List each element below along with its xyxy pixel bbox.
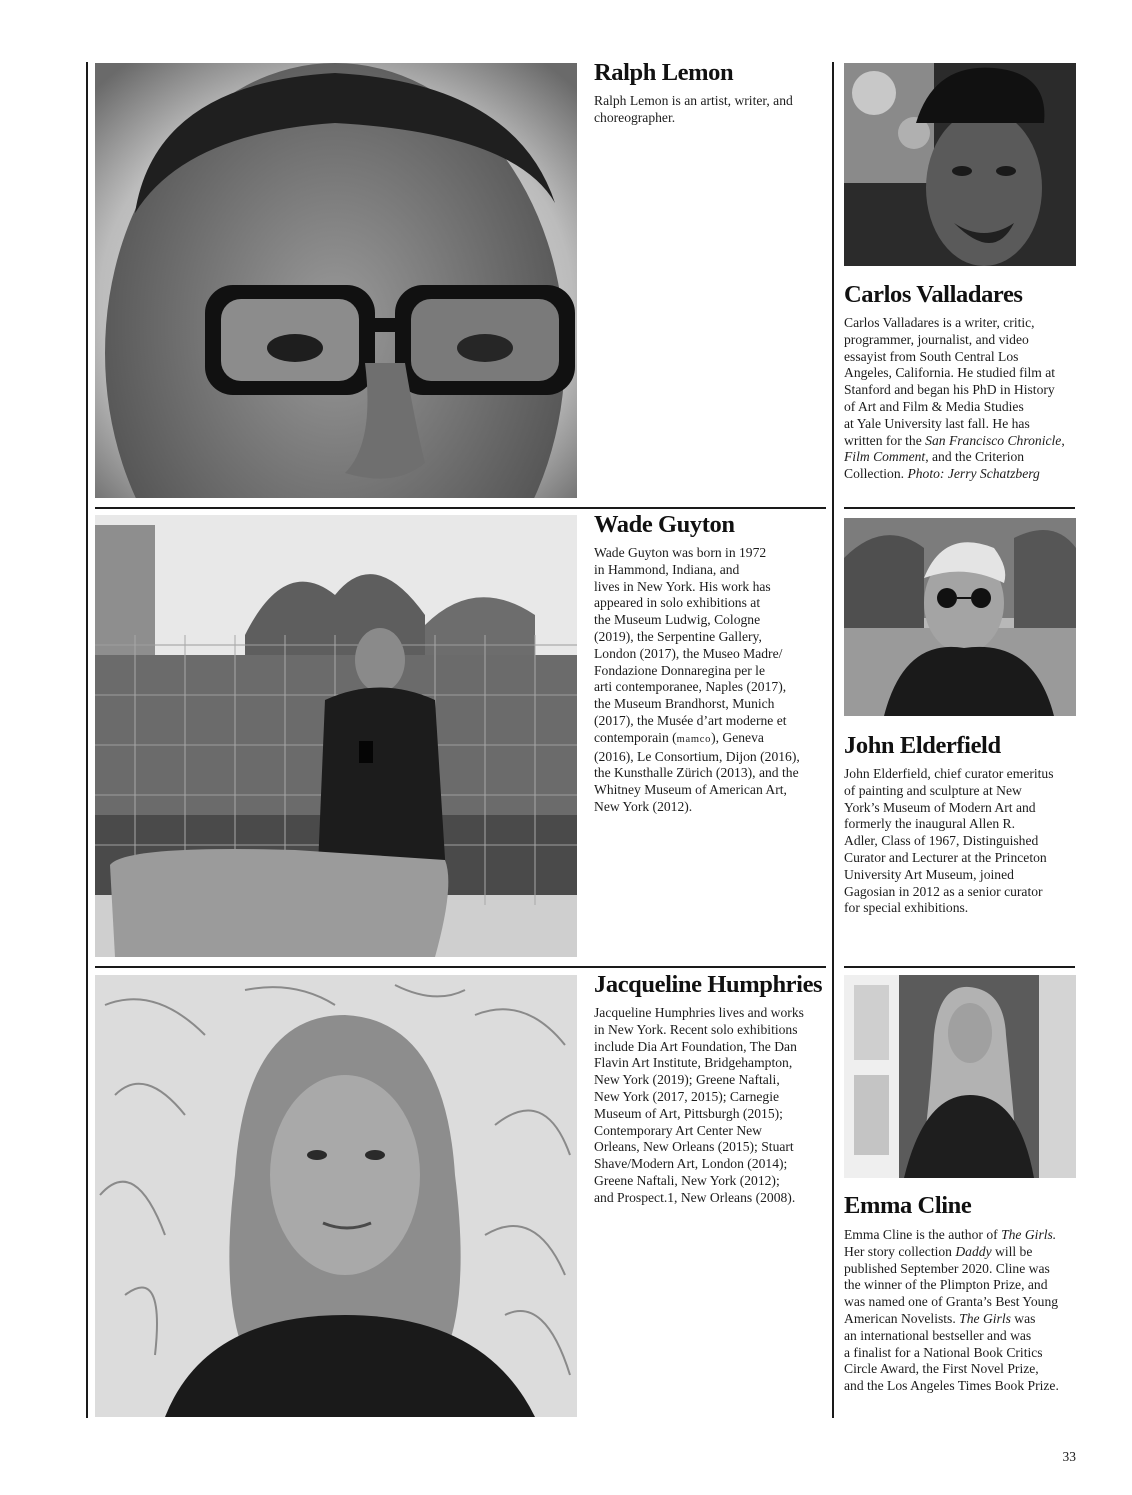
ralph-lemon-photo xyxy=(95,63,577,498)
left-column-rule xyxy=(86,62,88,1418)
middle-column-rule xyxy=(832,62,834,1418)
bio-line: University Art Museum, joined xyxy=(844,866,1014,882)
carlos-valladares-name: Carlos Valladares xyxy=(844,281,1023,308)
bio-text: contemporain ( xyxy=(594,729,677,745)
photo-credit: Photo: Jerry Schatzberg xyxy=(907,466,1040,482)
bio-line: the Kunsthalle Zürich (2013), and the xyxy=(594,765,799,781)
bio-line xyxy=(844,466,1065,483)
portrait-man-glasses-closeup-icon xyxy=(95,63,577,498)
page-number: 33 xyxy=(1062,1449,1076,1464)
book-title: The Girls xyxy=(959,1310,1011,1326)
jacqueline-humphries-bio xyxy=(594,1005,804,1207)
man-round-sunglasses-park-icon xyxy=(844,518,1076,716)
bio-line: Wade Guyton was born in 1972 xyxy=(594,545,767,560)
jacqueline-humphries-name: Jacqueline Humphries xyxy=(594,971,823,998)
bio-line: the winner of the Plimpton Prize, and xyxy=(844,1277,1048,1293)
bio-line: Curator and Lecturer at the Princeton xyxy=(844,849,1047,865)
bio-line: London (2017), the Museo Madre/ xyxy=(594,645,783,661)
bio-text: written for the xyxy=(844,432,926,448)
bio-text: Collection. xyxy=(844,466,908,482)
ralph-lemon-bio xyxy=(594,93,793,127)
portrait-man-cap-icon xyxy=(844,63,1076,266)
bio-line: Shave/Modern Art, London (2014); xyxy=(594,1156,788,1172)
bio-line: Greene Naftali, New York (2012); xyxy=(594,1172,780,1188)
bio-line: formerly the inaugural Allen R. xyxy=(844,816,1016,832)
bio-line: Circle Award, the First Novel Prize, xyxy=(844,1361,1039,1377)
row-divider-left-2 xyxy=(95,966,826,968)
bio-line: programmer, journalist, and video xyxy=(844,331,1029,347)
bio-line: of Art and Film & Media Studies xyxy=(844,398,1024,414)
bio-line: an international bestseller and was xyxy=(844,1327,1032,1343)
bio-line xyxy=(844,433,1065,450)
bio-line xyxy=(844,1311,1059,1328)
jacqueline-humphries-photo xyxy=(95,975,577,1417)
bio-line xyxy=(844,1244,1059,1261)
bio-text: will be xyxy=(991,1243,1033,1259)
bio-line: Orleans, New Orleans (2015); Stuart xyxy=(594,1139,794,1155)
bio-line: and the Los Angeles Times Book Prize. xyxy=(844,1378,1059,1394)
row-divider-right-1 xyxy=(844,507,1075,509)
bio-line: York’s Museum of Modern Art and xyxy=(844,799,1036,815)
emma-cline-name: Emma Cline xyxy=(844,1192,972,1219)
bio-line: Flavin Art Institute, Bridgehampton, xyxy=(594,1055,793,1071)
bio-line: Museum of Art, Pittsburgh (2015); xyxy=(594,1105,783,1121)
bio-line: Jacqueline Humphries lives and works xyxy=(594,1005,804,1020)
bio-text: American Novelists. xyxy=(844,1310,960,1326)
bio-line: in Hammond, Indiana, and xyxy=(594,561,740,577)
bio-line: appeared in solo exhibitions at xyxy=(594,595,761,611)
book-title: The Girls. xyxy=(1001,1227,1057,1242)
bio-line: Ralph Lemon is an artist, writer, and xyxy=(594,93,793,108)
bio-line: published September 2020. Cline was xyxy=(844,1260,1050,1276)
bio-line: the Museum Ludwig, Cologne xyxy=(594,612,761,628)
bio-line: (2019), the Serpentine Gallery, xyxy=(594,628,762,644)
bio-line: New York (2019); Greene Naftali, xyxy=(594,1072,780,1088)
bio-text: ), Geneva xyxy=(711,729,764,745)
bio-line: was named one of Granta’s Best Young xyxy=(844,1294,1059,1310)
bio-line: a finalist for a National Book Critics xyxy=(844,1344,1043,1360)
bio-line xyxy=(844,1227,1059,1244)
wade-guyton-photo xyxy=(95,515,577,957)
bio-line: New York (2012). xyxy=(594,798,693,814)
carlos-valladares-bio xyxy=(844,315,1065,483)
mamco-acronym: mamco xyxy=(676,733,712,745)
publication-title: San Francisco Chronicle xyxy=(925,432,1062,448)
wade-guyton-bio xyxy=(594,545,800,816)
portrait-woman-painting-background-icon xyxy=(95,975,577,1417)
bio-line: essayist from South Central Los xyxy=(844,348,1019,364)
bio-line: Contemporary Art Center New xyxy=(594,1122,762,1138)
bio-line: Angeles, California. He studied film at xyxy=(844,365,1056,381)
bio-text: was xyxy=(1010,1310,1036,1326)
bio-line: Gagosian in 2012 as a senior curator xyxy=(844,883,1043,899)
carlos-valladares-photo xyxy=(844,63,1076,266)
bio-line: Adler, Class of 1967, Distinguished xyxy=(844,833,1039,849)
john-elderfield-name: John Elderfield xyxy=(844,732,1001,759)
bio-line: New York (2017, 2015); Carnegie xyxy=(594,1088,780,1104)
ralph-lemon-name: Ralph Lemon xyxy=(594,59,734,86)
book-title: Daddy xyxy=(955,1243,992,1259)
bio-line: Whitney Museum of American Art, xyxy=(594,782,787,798)
emma-cline-photo xyxy=(844,975,1076,1178)
bio-line: (2016), Le Consortium, Dijon (2016), xyxy=(594,748,800,764)
bio-line xyxy=(594,730,800,749)
man-with-phone-outdoors-icon xyxy=(95,515,577,957)
john-elderfield-bio xyxy=(844,766,1054,917)
bio-text: , xyxy=(1061,432,1065,448)
bio-line: in New York. Recent solo exhibitions xyxy=(594,1021,798,1037)
bio-text: Her story collection xyxy=(844,1243,956,1259)
john-elderfield-photo xyxy=(844,518,1076,716)
bio-line: (2017), the Musée d’art moderne et xyxy=(594,712,787,728)
bio-line: the Museum Brandhorst, Munich xyxy=(594,696,775,712)
bio-line xyxy=(844,449,1065,466)
bio-line: John Elderfield, chief curator emeritus xyxy=(844,766,1054,781)
row-divider-left-1 xyxy=(95,507,826,509)
bio-line: choreographer. xyxy=(594,109,676,125)
wade-guyton-name: Wade Guyton xyxy=(594,511,735,538)
publication-title: Film Comment xyxy=(844,449,926,465)
bio-line: arti contemporanee, Naples (2017), xyxy=(594,679,787,695)
emma-cline-bio xyxy=(844,1227,1059,1395)
bio-line: at Yale University last fall. He has xyxy=(844,415,1030,431)
portrait-woman-doorway-icon xyxy=(844,975,1076,1178)
bio-line: of painting and sculpture at New xyxy=(844,782,1022,798)
bio-line: Carlos Valladares is a writer, critic, xyxy=(844,315,1035,330)
bio-line: include Dia Art Foundation, The Dan xyxy=(594,1038,797,1054)
row-divider-right-2 xyxy=(844,966,1075,968)
bio-text: , and the Criterion xyxy=(925,449,1025,465)
bio-line: Fondazione Donnaregina per le xyxy=(594,662,765,678)
bio-line: lives in New York. His work has xyxy=(594,578,771,594)
bio-text: Emma Cline is the author of xyxy=(844,1227,1002,1242)
bio-line: Stanford and began his PhD in History xyxy=(844,382,1055,398)
bio-line: and Prospect.1, New Orleans (2008). xyxy=(594,1189,796,1205)
bio-line: for special exhibitions. xyxy=(844,900,969,916)
